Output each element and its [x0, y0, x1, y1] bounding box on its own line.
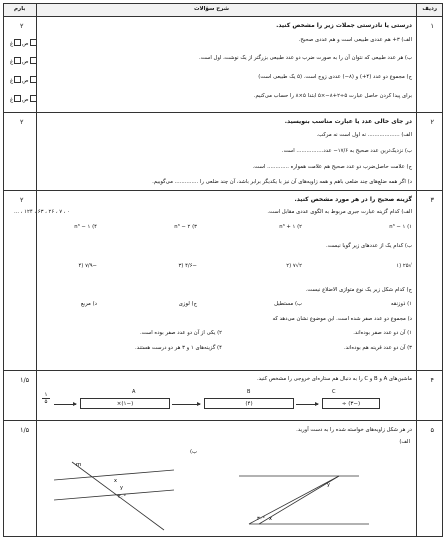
option-b3[interactable]: −۴/۶ (۳: [178, 263, 197, 269]
option-b2[interactable]: ۲√۷ (۲: [286, 263, 302, 269]
option-d4[interactable]: ۴) گزینه‌های ۱ و ۳ هر دو درست هستند.: [135, 345, 222, 351]
option-d1[interactable]: ۱) آن دو عدد صفر بوده‌اند.: [353, 330, 412, 336]
input-denominator: ۵: [44, 399, 48, 405]
label-m: m: [76, 462, 82, 468]
part-d-stem: د) مجموع دو عدد صفر شده است. این موضوع نشان می‌دهد که: [272, 316, 412, 322]
score: ۲: [20, 196, 24, 204]
statement-c: ج) مجموع دو عدد (۴+) و (۸−) عددی زوج است. (۵ یک طبیعی است): [258, 74, 412, 80]
machine-c: ÷ (۳−): [322, 398, 380, 409]
blank-d: د) اگر همه ضلع‌های چند ضلعی باهم و همه زاویه‌های آن نیز با یکدیگر برابر باشد، آن چند ضلعی را .............. می‌گوییم.: [152, 179, 412, 185]
question-title: گزینه صحیح را در هر مورد مشخص کنید.: [294, 196, 412, 203]
question-title: در جای خالی عدد یا عبارت مناسب بنویسید.: [284, 118, 412, 125]
row-number: ۴: [430, 376, 434, 384]
true-false-choice-b[interactable]: صغ: [10, 57, 38, 65]
label-y: y: [120, 485, 123, 491]
question-title: در هر شکل زاویه‌های خواسته شده را به دست آورید.: [296, 427, 412, 433]
label-y: y: [327, 482, 330, 488]
true-false-choice-a[interactable]: صغ: [10, 39, 38, 47]
true-false-choice-d[interactable]: صغ: [10, 95, 38, 103]
blank-b: ب) نزدیک‌ترین عدد صحیح به ۱۷/۶− عدد................ است.: [281, 148, 412, 154]
part-a-stem: الف) کدام گزینه عبارت جبری مربوط به الگوی عددی مقابل است.: [267, 209, 412, 215]
question-5: [4, 420, 442, 536]
input-numerator: ۱: [44, 392, 48, 398]
part-c-stem: ج) کدام شکل زیر یک نوع متوازی الاضلاع نیست.: [305, 287, 412, 293]
machine-b: (۴): [204, 398, 294, 409]
option-c1[interactable]: ۱) ذوزنقه: [390, 301, 412, 307]
question-title: ماشین‌های A و B و C را به دنبال هم ستاره‌ای خروجی را مشخص کنید.: [256, 376, 412, 382]
row-number: ۵: [430, 426, 434, 434]
true-false-choice-c[interactable]: صغ: [10, 76, 38, 84]
option-a1[interactable]: n³ − ۱ (۱: [389, 224, 412, 230]
question-1: [4, 16, 442, 113]
option-a3[interactable]: n³ − ۲ (۳: [174, 224, 197, 230]
score: ۲: [20, 118, 24, 126]
exam-page: [3, 3, 443, 537]
row-number: ۳: [430, 196, 434, 204]
option-c4[interactable]: د) مربع: [80, 301, 97, 307]
part-a-sequence: ... ، ۱۲۴ ، ۶۳ ، ۲۶ ، ۷ ، ۰: [14, 209, 71, 215]
figure-b-label: ب): [189, 449, 197, 455]
statement-b: ب) هر عدد طبیعی که نتوان آن را به صورت ضرب دو عدد طبیعی بزرگتر از یک نوشت، اول است.: [199, 55, 412, 61]
statement-d: برای پیدا کردن حاصل عبارت ۵÷۲+۸−×۵ ابتدا ۵×۸ را حساب می‌کنیم.: [253, 93, 412, 99]
question-title: درستی یا نادرستی جملات زیر را مشخص کنید.: [276, 22, 412, 29]
header-question-col: شرح سؤالات: [194, 6, 230, 12]
machine-a-label: A: [132, 389, 136, 395]
option-d3[interactable]: ۳) آن دو عدد قرینه هم بوده‌اند.: [343, 345, 412, 351]
option-b4[interactable]: −۷/۹ (۴: [78, 263, 97, 269]
machine-a: ×(۱−): [80, 398, 170, 409]
row-number: ۱: [430, 22, 434, 30]
row-number: ۲: [430, 118, 434, 126]
score: ۲: [20, 22, 24, 30]
question-2: [4, 112, 442, 191]
option-b1[interactable]: √۲۵ (۱: [396, 263, 412, 269]
header-score-col: بارم: [14, 6, 26, 12]
label-20: ۲۰°: [118, 494, 126, 500]
blank-a: الف) ................... نه اول است نه مرکب.: [316, 132, 412, 138]
figure-a-label: الف): [399, 439, 410, 445]
option-d2[interactable]: ۲) یکی از آن دو عدد صفر بوده است.: [139, 330, 222, 336]
option-a4[interactable]: n³ − ۱ (۴: [74, 224, 97, 230]
machine-c-label: C: [332, 389, 336, 395]
label-30: ۳۰°: [257, 516, 265, 522]
question-4: [4, 370, 442, 421]
option-c2[interactable]: ب) مستطیل: [274, 301, 302, 307]
figure-b-parallel-lines: [54, 458, 174, 534]
figure-a-parallel-lines: [239, 456, 369, 536]
header-row-col: ردیف: [422, 6, 437, 12]
label-x: x: [269, 516, 272, 522]
blank-c: ج) علامت حاصل‌ضرب دو عدد صحیح هم علامت همواره ............. است.: [252, 164, 412, 170]
option-a2[interactable]: n³ + ۱ (۲: [279, 224, 302, 230]
statement-a: الف) ۳+ هم عددی طبیعی است و هم عددی صحیح.: [298, 37, 412, 43]
score: ۱/۵: [20, 376, 30, 384]
question-3: [4, 190, 442, 371]
option-c3[interactable]: ج) لوزی: [178, 301, 197, 307]
label-x: x: [114, 478, 117, 484]
machine-b-label: B: [247, 389, 251, 395]
score: ۱/۵: [20, 426, 30, 434]
part-b-stem: ب) کدام یک از عددهای زیر گویا نیست.: [326, 243, 412, 249]
